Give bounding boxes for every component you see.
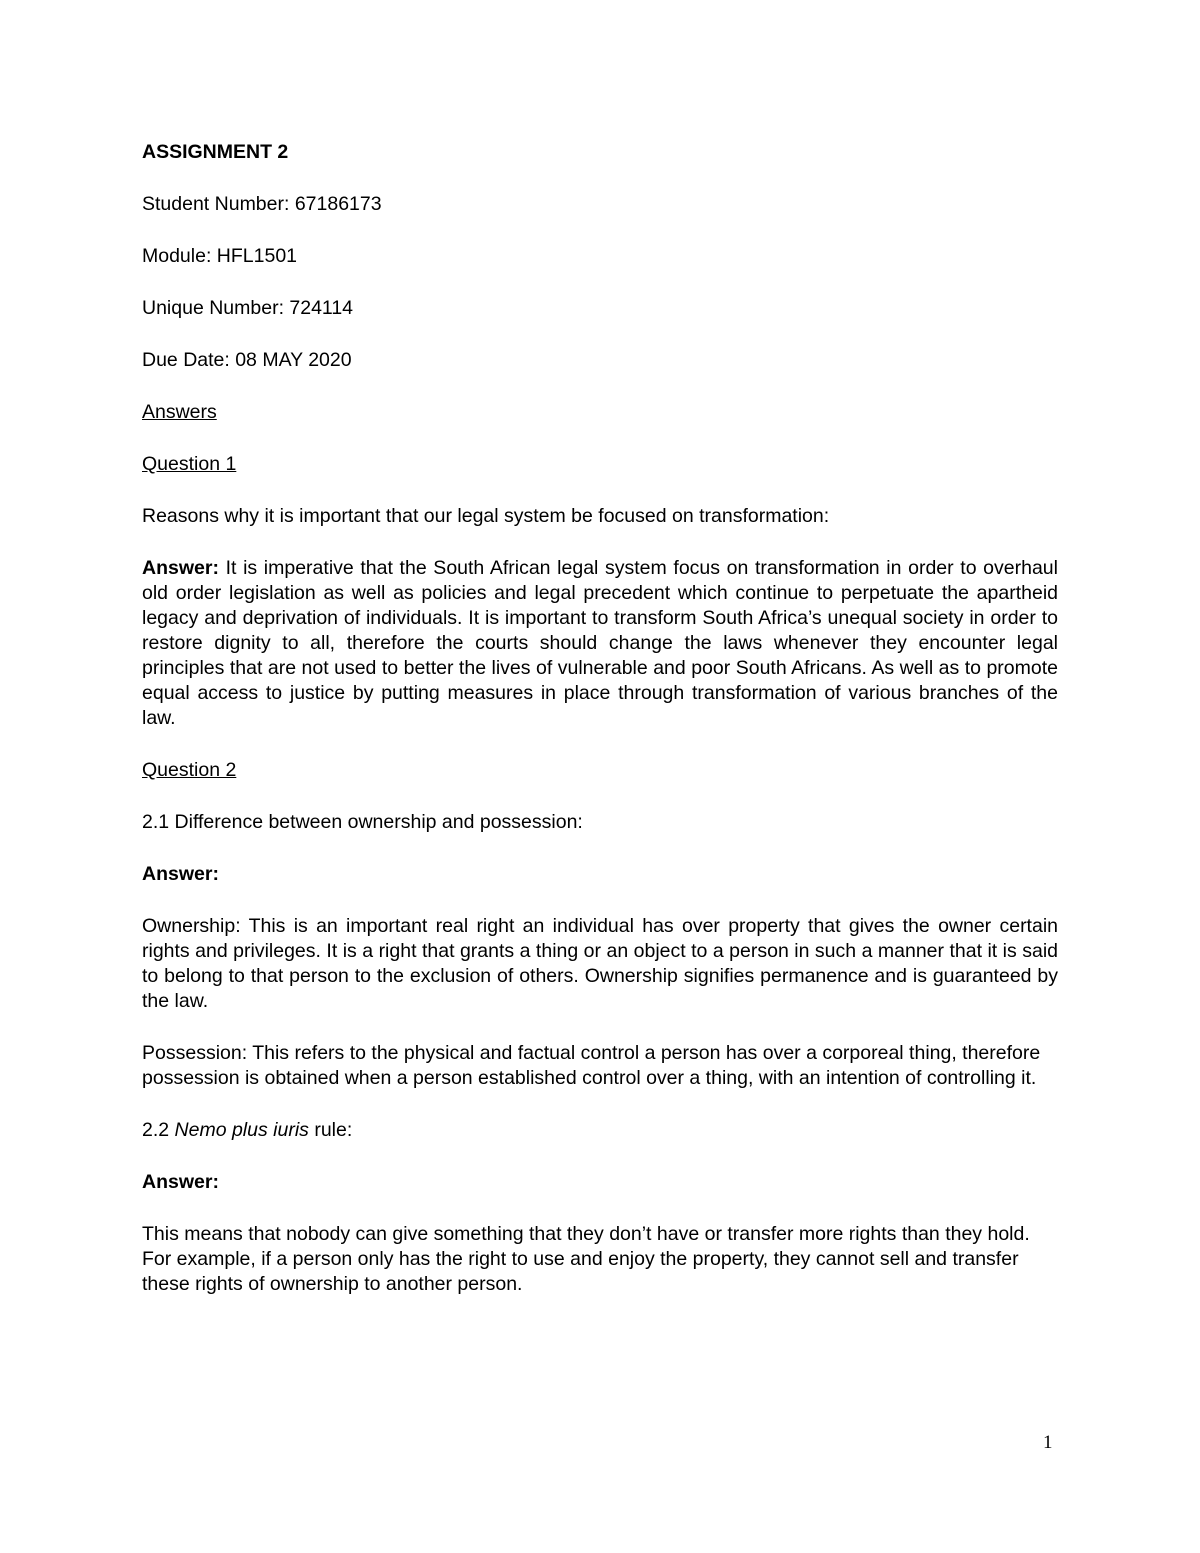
answer-text: It is imperative that the South African legal system focus on transformation in order to overhaul old order legislation as well as policies and legal precedent which continue to perpetuate the apartheid legacy and deprivation of individuals. It is important to transform South Africa’s unequal society in order to restore dignity to all, therefore the courts should change the laws whenever they encounter legal principles that are not used to better the lives of vulnerable and poor South Africans. As well as to promote equal access to justice by putting measures in place through transformation of various branches of the law.: [142, 557, 1058, 729]
answers-heading: Answers: [142, 401, 217, 423]
answer-label: Answer:: [142, 557, 219, 579]
student-number: Student Number: 67186173: [142, 193, 382, 215]
question-2-1-prompt: 2.1 Difference between ownership and possession:: [142, 811, 583, 833]
question-2-2-answer: This means that nobody can give something that they don’t have or transfer more rights than they hold. For example, if a person only has the right to use and enjoy the property, they cannot sell and transfer these rights of ownership to another person.: [142, 1223, 1030, 1295]
unique-number: Unique Number: 724114: [142, 297, 354, 319]
due-date: Due Date: 08 MAY 2020: [142, 349, 352, 371]
ownership-paragraph: Ownership: This is an important real right an individual has over property that gives the owner certain rights and privileges. It is a right that grants a thing or an object to a person in such a manner that it is said to belong to that person to the exclusion of others. Ownership signifies permanence and is guaranteed by the law.: [142, 915, 1058, 1012]
document-body: [142, 140, 1058, 1324]
question-2-2-suffix: rule:: [308, 1119, 353, 1141]
page-number: 1: [1043, 1432, 1053, 1453]
question-2-1-answer-label: Answer:: [142, 863, 219, 885]
module: Module: HFL1501: [142, 245, 298, 267]
question-1-answer: [142, 556, 1058, 731]
question-1-prompt: Reasons why it is important that our legal system be focused on transformation:: [142, 505, 830, 527]
question-2-2-prompt: [142, 1118, 1058, 1143]
question-1-heading: Question 1: [142, 453, 237, 475]
question-2-2-term: Nemo plus iuris: [174, 1119, 309, 1141]
question-2-2-prefix: 2.2: [142, 1119, 175, 1141]
question-2-2-answer-label: Answer:: [142, 1171, 219, 1193]
document-title: ASSIGNMENT 2: [142, 141, 289, 163]
possession-paragraph: Possession: This refers to the physical and factual control a person has over a corporeal thing, therefore possession is obtained when a person established control over a thing, with an intention of controlling it.: [142, 1042, 1041, 1089]
question-2-heading: Question 2: [142, 759, 237, 781]
